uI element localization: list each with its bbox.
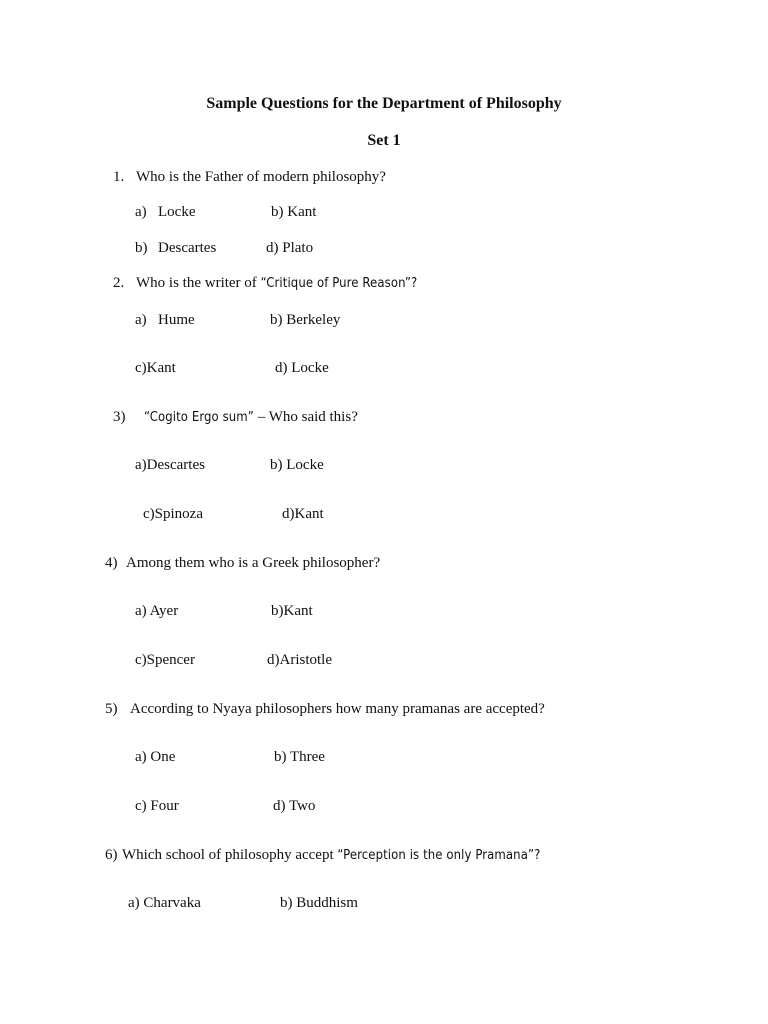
option-a: Locke [158,204,196,220]
option-c: c)Spencer [135,652,195,668]
document-title: Sample Questions for the Department of Philosophy [206,95,562,112]
question-text-part: Who is the writer of [136,275,261,291]
option-a: a) Charvaka [128,895,201,911]
quoted-phrase: “Cogito Ergo sum” [144,410,254,425]
option-d: d) Two [273,798,316,814]
question-number: 5) [105,701,118,717]
option-b: b) Buddhism [280,895,358,911]
question-number: 2. [113,275,125,291]
option-marker: b) [135,240,148,256]
option-marker: a) [135,312,147,328]
question-text: Among them who is a Greek philosopher? [126,555,381,571]
question-number: 4) [105,555,118,571]
quoted-phrase: “Perception is the only Pramana”? [337,848,541,863]
option-marker: a) [135,204,147,220]
option-c: c)Spinoza [143,506,203,522]
option-c: c)Kant [135,360,176,376]
question-text [144,408,358,427]
question-number: 3) [113,409,126,425]
option-a: a) Ayer [135,603,179,619]
option-a: a) One [135,749,176,765]
question-text [122,846,540,865]
option-d: d) Plato [266,240,314,256]
option-b: b)Kant [271,603,313,619]
option-c: c) Four [135,798,179,814]
question-text-part: – Who said this? [253,409,358,425]
option-d: d) Locke [275,360,329,376]
question-text: Who is the Father of modern philosophy? [136,169,386,185]
option-b: b) Locke [270,457,324,473]
option-a: Hume [158,312,195,328]
option-a: a)Descartes [135,457,205,473]
question-number: 6) [105,847,118,863]
option-b: b) Kant [271,204,317,220]
question-text: According to Nyaya philosophers how many pramanas are accepted? [130,701,545,717]
option-b: b) Three [274,749,325,765]
question-text-part: Which school of philosophy accept [122,847,338,863]
option-c: Descartes [158,240,217,256]
option-d: d)Kant [282,506,324,522]
option-b: b) Berkeley [270,312,341,328]
option-d: d)Aristotle [267,652,332,668]
set-label: Set 1 [367,132,401,149]
quoted-title: “Critique of Pure Reason”? [260,276,418,291]
question-text [136,274,417,293]
question-number: 1. [113,169,125,185]
